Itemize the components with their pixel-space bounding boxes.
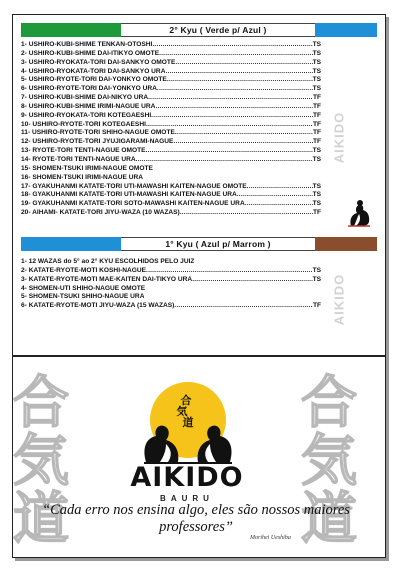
technique-item (21, 302, 321, 311)
dot-leader (180, 209, 313, 218)
technique-code: TF (312, 209, 321, 217)
technique-code: TS (312, 155, 321, 163)
technique-item (21, 121, 321, 130)
kanji-char: 道 (13, 486, 69, 552)
technique-code: TF (312, 138, 321, 146)
logo-subtitle: BAURU (160, 494, 214, 503)
technique-name: 4- USHIRO-RYOKATA-TORI DAI-SANKYO URA (21, 67, 166, 75)
quote-text: “Cada erro nos ensina algo, eles são nossos maiores professores” (42, 502, 350, 535)
technique-name: 20- AIHAMI- KATATE-TORI JIYU-WAZA (10 WAZAS) (21, 209, 180, 217)
technique-code: TS (312, 67, 321, 75)
technique-code: TF (312, 111, 321, 119)
technique-name: 13- RYOTE-TORI TENTI-NAGUE OMOTE (21, 147, 146, 155)
technique-name: 9- USHIRO-RYOKATA-TORI KOTEGAESHI (21, 111, 152, 119)
dot-leader (175, 129, 313, 138)
technique-item (21, 85, 321, 94)
section-title: 2° Kyu ( Verde p/ Azul ) (121, 23, 315, 37)
technique-code: TF (312, 94, 321, 102)
section-title: 1° Kyu ( Azul p/ Marrom ) (121, 237, 315, 251)
technique-item (21, 191, 321, 200)
technique-item (21, 200, 321, 209)
technique-name: 2- KATATE-RYOTE-MOTI KOSHI-NAGUE (21, 266, 147, 274)
belt-color-brown (315, 237, 377, 251)
technique-code: TS (312, 200, 321, 208)
kanji-char: 合 (13, 370, 69, 436)
technique-item (21, 267, 321, 276)
technique-name: 16- SHOMEN-TSUKI IRIMI-NAGUE URA (21, 173, 143, 181)
technique-name: 10- USHIRO-RYOTE-TORI KOTEGAESHI (21, 120, 146, 128)
dot-leader (165, 68, 312, 77)
logo-wordmark: AIKIDO (130, 462, 244, 493)
technique-item (21, 50, 321, 59)
technique-name: 15- SHOMEN-TSUKI IRIMI-NAGUE OMOTE (21, 164, 153, 172)
technique-code: TS (312, 275, 321, 283)
dot-leader (146, 267, 313, 276)
dot-leader (136, 156, 313, 165)
technique-name: 1- USHIRO-KUBI-SHIME TENKAN-OTOSHI (21, 41, 153, 48)
technique-item (21, 209, 321, 218)
technique-item (21, 103, 321, 112)
technique-name: 2- USHIRO-KUBI-SHIME DAI-ITIKYO OMOTE (21, 49, 160, 57)
technique-name: 18- GYAKUHANMI KATATE-TORI UTI-MAWASHI KAITEN-NAGUE URA (21, 191, 237, 199)
side-watermark: AIKIDO (331, 111, 347, 164)
technique-code: TS (312, 49, 321, 57)
technique-name: 14- RYOTE-TORI TENTI-NAGUE URA (21, 155, 136, 163)
belt-color-green (21, 23, 121, 37)
technique-code: TF (312, 102, 321, 110)
technique-item (21, 41, 321, 50)
technique-item (21, 276, 321, 285)
side-watermark: AIKIDO (331, 273, 347, 326)
technique-name: 4- SHOMEN-UTI SHIHO-NAGUE OMOTE (21, 284, 146, 292)
technique-item (21, 165, 321, 174)
technique-item (21, 129, 321, 138)
dot-leader (245, 200, 313, 209)
technique-item (21, 258, 321, 267)
dot-leader (151, 112, 313, 121)
technique-name: 8- USHIRO-KUBI-SHIME IRIMI-NAGUE URA (21, 102, 156, 110)
technique-item (21, 147, 321, 156)
belt-color-blue (315, 23, 377, 37)
technique-item (21, 94, 321, 103)
technique-item (21, 68, 321, 77)
dot-leader (173, 138, 313, 147)
technique-item (21, 112, 321, 121)
technique-name: 3- USHIRO-RYOKATA-TORI DAI-SANKYO OMOTE (21, 58, 176, 66)
technique-item (21, 138, 321, 147)
section-divider (13, 355, 385, 357)
technique-item (21, 174, 321, 183)
kanji-char: 気 (13, 428, 69, 494)
technique-list-2kyu (21, 41, 321, 218)
technique-item (21, 183, 321, 192)
dot-leader (152, 41, 312, 50)
technique-item (21, 156, 321, 165)
kanji-char: 合 (301, 370, 357, 436)
logo-kanji-3: 道 (182, 416, 194, 429)
aikido-figure-icon (345, 198, 373, 228)
technique-code: TS (312, 191, 321, 199)
section-header-1kyu (21, 237, 377, 251)
technique-name: 5- SHOMEN-TSUKI SHIHO-NAGUE URA (21, 293, 145, 301)
technique-code: TF (312, 129, 321, 137)
technique-code: TS (312, 147, 321, 155)
dot-leader (167, 76, 313, 85)
belt-color-blue (21, 237, 121, 251)
technique-code: TF (312, 302, 321, 310)
technique-code: TS (312, 58, 321, 66)
dot-leader (159, 50, 312, 59)
logo-kanji-1: 合 (180, 394, 192, 407)
technique-item (21, 76, 321, 85)
technique-name: 6- KATATE-RYOTE-MOTI JIYU-WAZA (15 WAZAS) (21, 302, 175, 310)
dot-leader (175, 59, 312, 68)
technique-code: TS (312, 182, 321, 190)
technique-name: 5- USHIRO-RYOTE-TORI DAI-YONKYO OMOTE (21, 76, 167, 84)
technique-code: TS (312, 85, 321, 93)
technique-name: 3- KATATE-RYOTE-MOTI MAE-KAITEN DAI-TIKYO URA (21, 275, 193, 283)
kanji-char: 道 (301, 486, 357, 552)
technique-name: 7- USHIRO-KUBI-SHIME DAI-NIKYO URA (21, 94, 149, 102)
technique-code: TS (312, 41, 321, 48)
technique-name: 1- 12 WAZAS do 5° ao 2° KYU ESCOLHIDOS PELO JUIZ (21, 258, 195, 265)
technique-code: TF (312, 120, 321, 128)
technique-item (21, 293, 321, 302)
technique-code: TS (312, 266, 321, 274)
dot-leader (192, 276, 312, 285)
technique-name: 6- USHIRO-RYOTE-TORI DAI-YONKYO URA (21, 85, 157, 93)
technique-name: 17- GYAKUHANMI KATATE-TORI UTI-MAWASHI KAITEN-NAGUE OMOTE (21, 182, 247, 190)
dot-leader (237, 191, 313, 200)
technique-item (21, 285, 321, 294)
technique-name: 19- GYAKUHANMI KATATE-TORI SOTO-MAWASHI KAITEN-NAGUE URA (21, 200, 245, 208)
dot-leader (247, 183, 313, 192)
dot-leader (157, 85, 313, 94)
logo-kanji-2: 気 (176, 405, 188, 418)
dot-leader (174, 302, 313, 311)
technique-list-1kyu (21, 258, 321, 311)
quote-author: Morihei Ueshiba (250, 535, 291, 541)
dot-leader (148, 94, 313, 103)
technique-item (21, 59, 321, 68)
dot-leader (146, 121, 313, 130)
technique-name: 11- USHIRO-RYOTE-TORI SHIHO-NAGUE OMOTE (21, 129, 175, 137)
technique-code: TS (312, 76, 321, 84)
dot-leader (146, 147, 313, 156)
technique-name: 12- USHIRO-RYOTE-TORI JYUJIGARAMI-NAGUE (21, 138, 174, 146)
section-header-2kyu (21, 23, 377, 37)
dot-leader (155, 103, 312, 112)
kanji-char: 気 (301, 428, 357, 494)
